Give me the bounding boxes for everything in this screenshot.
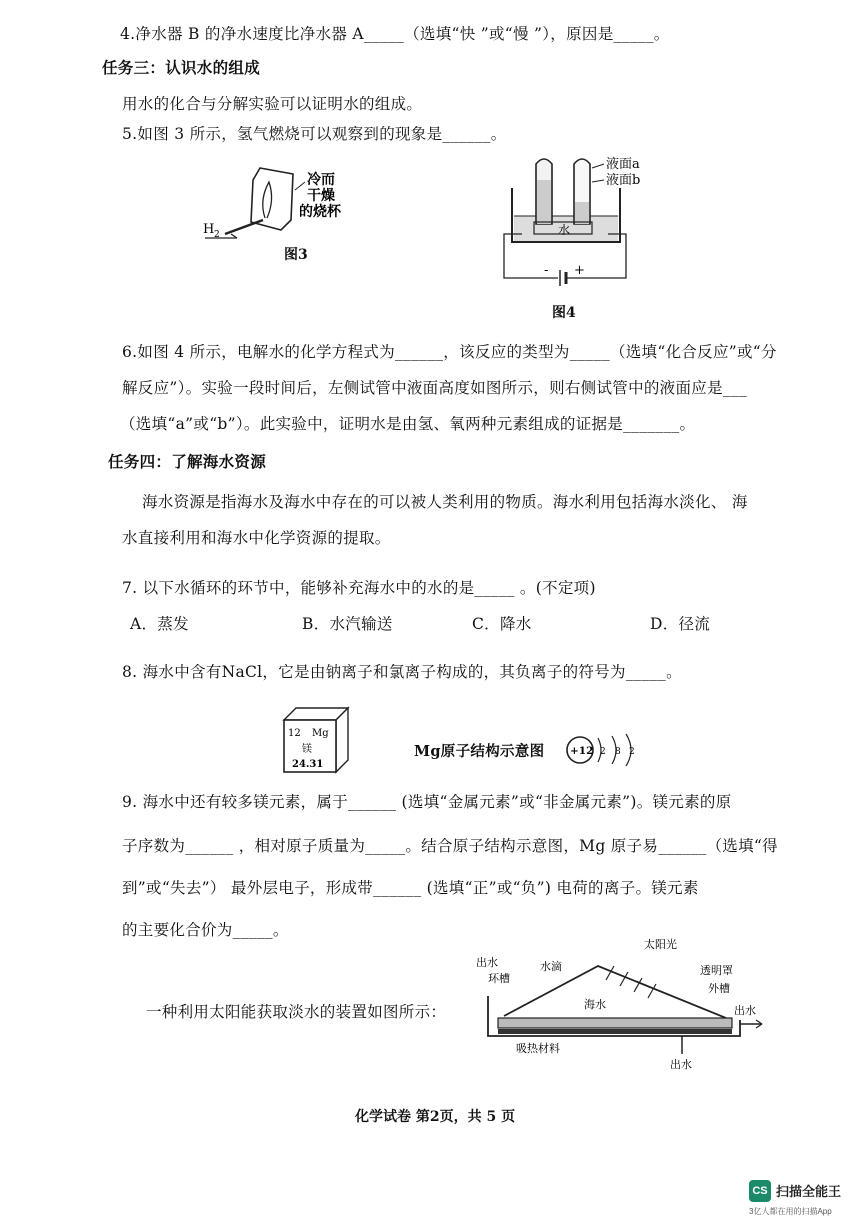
clear-cover-label: 透明罩 — [700, 964, 733, 977]
shell-3-electrons: 2 — [629, 747, 635, 757]
task-4-heading: 任务四：了解海水资源 — [108, 452, 267, 471]
figure-4-caption: 图4 — [552, 305, 576, 321]
scanner-watermark — [722, 1180, 862, 1224]
outlet-bottom-label: 出水 — [670, 1058, 692, 1071]
shell-2-electrons: 8 — [615, 747, 621, 757]
question-4: 4.净水器 B 的净水速度比净水器 A_____（选填“快 ”或“慢 ”），原因是_____。 — [120, 25, 670, 43]
page-footer: 化学试卷 第2页，共 5 页 — [355, 1109, 516, 1125]
task-4-intro-line-1: 海水资源是指海水及海水中存在的可以被人类利用的物质。海水利用包括海水淡化、 海 — [142, 493, 748, 511]
beaker-label-1: 冷而 — [307, 172, 335, 188]
inner-trough-label: 环槽 — [488, 972, 510, 985]
q7-option-c: C．降水 — [472, 615, 532, 633]
shell-1-electrons: 2 — [600, 747, 606, 757]
mg-symbol: Mg — [312, 728, 329, 739]
nucleus-charge: +12 — [570, 745, 594, 757]
mg-element-cell — [280, 704, 352, 774]
question-7: 7. 以下水循环的环节中，能够补充海水中的水的是_____ 。(不定项) — [122, 579, 596, 597]
neg-terminal: - — [544, 263, 549, 278]
absorber-label: 吸热材料 — [516, 1042, 560, 1055]
question-9-line-3: 到”或“失去”） 最外层电子，形成带______ (选填“正”或“负”) 电荷的离子。镁元素 — [122, 879, 699, 897]
droplet-label: 水滴 — [540, 960, 562, 973]
scanner-app-icon: CS — [749, 1180, 771, 1202]
mg-mass: 24.31 — [292, 759, 324, 770]
water-label: 水 — [558, 223, 571, 237]
task-4-intro-line-2: 水直接利用和海水中化学资源的提取。 — [122, 529, 391, 547]
task-3-heading: 任务三：认识水的组成 — [102, 58, 261, 77]
figure-3-caption: 图3 — [284, 247, 308, 263]
outlet-right-label: 出水 — [734, 1004, 756, 1017]
scanner-app-tagline: 3亿人都在用的扫描App — [749, 1207, 832, 1216]
outlet-left-label: 出水 — [476, 956, 498, 969]
question-8: 8. 海水中含有NaCl，它是由钠离子和氯离子构成的，其负离子的符号为_____。 — [122, 663, 682, 681]
question-6-line-1: 6.如图 4 所示，电解水的化学方程式为______，该反应的类型为_____（选填“化合反应”或“分 — [122, 343, 777, 361]
beaker-label-3: 的烧杯 — [299, 204, 341, 220]
label-a: 液面a — [606, 157, 640, 172]
question-5: 5.如图 3 所示，氢气燃烧可以观察到的现象是______。 — [122, 125, 507, 143]
question-9-line-2: 子序数为______ ，相对原子质量为_____。结合原子结构示意图，Mg 原子易______（选填“得 — [122, 837, 778, 855]
flame — [263, 182, 272, 218]
beaker-label-2: 干燥 — [307, 188, 335, 204]
q7-option-a: A．蒸发 — [130, 615, 189, 633]
seawater-basin — [498, 1018, 732, 1028]
outer-trough-label: 外槽 — [708, 982, 730, 995]
task-3-intro: 用水的化合与分解实验可以证明水的组成。 — [122, 95, 423, 113]
question-6-line-2: 解反应”）。实验一段时间后，左侧试管中液面高度如图所示，则右侧试管中的液面应是___ — [122, 379, 748, 397]
q7-option-d: D．径流 — [650, 615, 711, 633]
gas-tube — [225, 220, 263, 234]
question-9-line-1: 9. 海水中还有较多镁元素，属于______ (选填“金属元素”或“非金属元素”)。镁元素的原 — [122, 793, 732, 811]
question-9-line-4: 的主要化合价为_____。 — [122, 921, 289, 939]
solar-device-intro: 一种利用太阳能获取淡水的装置如图所示： — [146, 1003, 447, 1021]
mg-atom-structure — [564, 732, 654, 772]
mg-name: 镁 — [302, 744, 312, 755]
question-6-line-3: （选填“a”或“b”）。此实验中，证明水是由氢、氧两种元素组成的证据是_______。 — [120, 415, 696, 433]
solar-desalination-device — [470, 936, 780, 1072]
seawater-label: 海水 — [584, 998, 606, 1011]
gas-subscript: 2 — [214, 230, 220, 240]
sunlight-label: 太阳光 — [644, 938, 677, 951]
pos-terminal: + — [574, 263, 585, 278]
scanner-app-name: 扫描全能王 — [776, 1184, 842, 1199]
figure-4-electrolysis — [500, 150, 670, 290]
gas-label: H — [203, 222, 215, 237]
q7-option-b: B．水汽输送 — [302, 615, 393, 633]
mg-atomic-number: 12 — [288, 728, 301, 739]
clear-cover — [504, 966, 726, 1018]
label-b: 液面b — [606, 173, 641, 188]
mg-diagram-title: Mg原子结构示意图 — [414, 743, 545, 760]
absorber-layer — [498, 1029, 732, 1034]
